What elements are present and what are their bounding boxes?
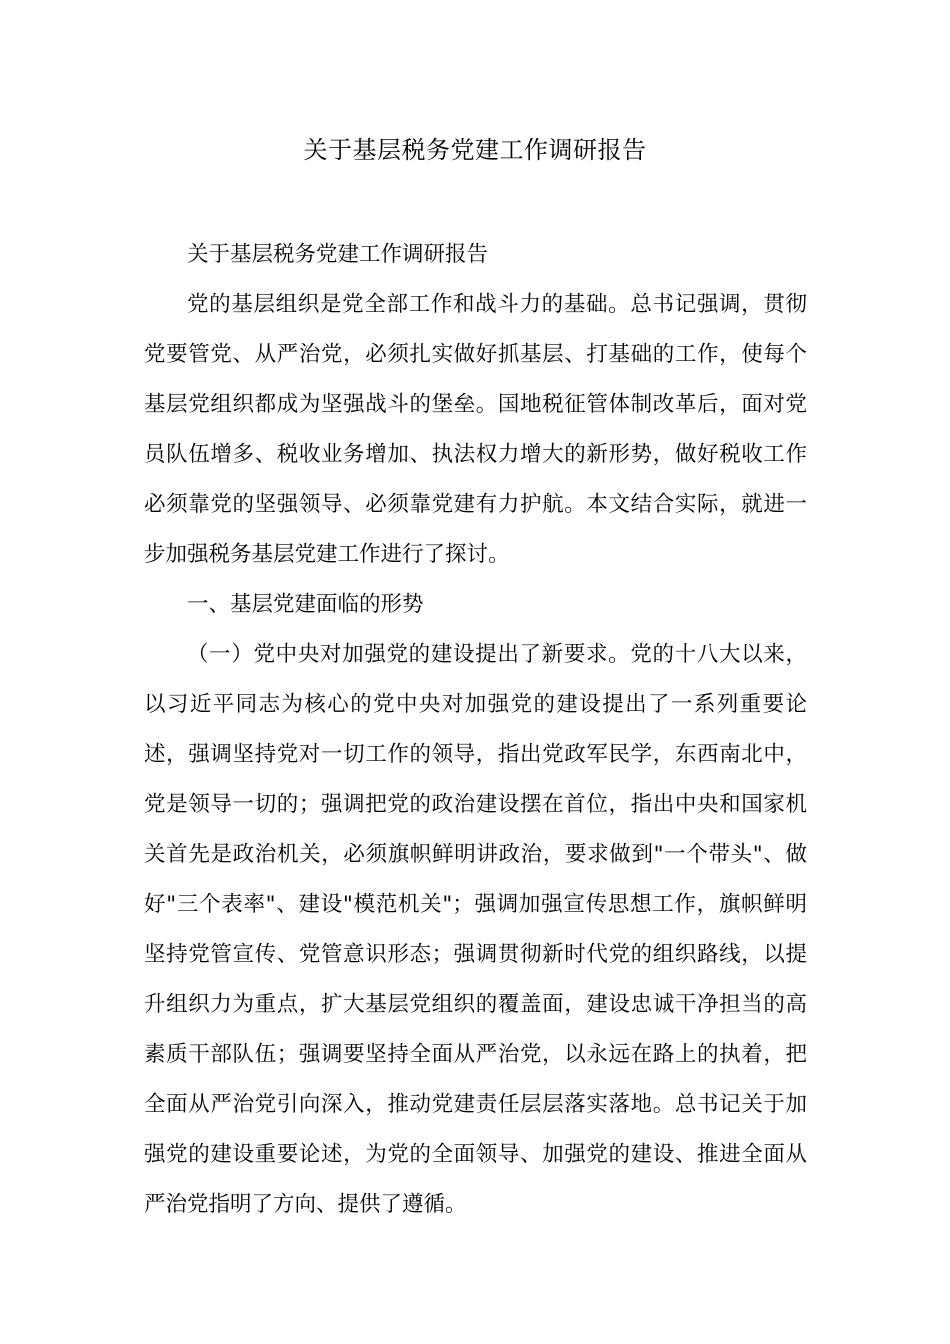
paragraph-intro: 党的基层组织是党全部工作和战斗力的基础。总书记强调，贯彻党要管党、从严治党，必须扎实做好抓基层、打基础的工作，使每个基层党组织都成为坚强战斗的堡垒。国地税征管体制改革后，面对党员队伍增多、税收业务增加、执法权力增大的新形势，做好税收工作必须靠党的坚强领导、必须靠党建有力护航。本文结合实际，就进一步加强税务基层党建工作进行了探讨。 — [144, 292, 807, 567]
paragraph-subtitle: 关于基层税务党建工作调研报告 — [187, 242, 489, 267]
document-title: 关于基层税务党建工作调研报告 — [303, 136, 647, 164]
paragraph-section-1: （一）党中央对加强党的建设提出了新要求。党的十八大以来，以习近平同志为核心的党中央对加强党的建设提出了一系列重要论述，强调坚持党对一切工作的领导，指出党政军民学，东西南北中，党是领导一切的；强调把党的政治建设摆在首位，指出中央和国家机关首先是政治机关，必须旗帜鲜明讲政治，要求做到"一个带头"、做好"三个表率"、建设"模范机关"；强调加强宣传思想工作，旗帜鲜明坚持党管宣传、党管意识形态；强调贯彻新时代党的组织路线，以提升组织力为重点，扩大基层党组织的覆盖面，建设忠诚干净担当的高素质干部队伍；强调要坚持全面从严治党，以永远在路上的执着，把全面从严治党引向深入，推动党建责任层层落实落地。总书记关于加强党的建设重要论述，为党的全面领导、加强党的建设、推进全面从严治党指明了方向、提供了遵循。 — [144, 642, 807, 1217]
section-heading: 一、基层党建面临的形势 — [187, 592, 424, 617]
document-body — [144, 230, 807, 1230]
